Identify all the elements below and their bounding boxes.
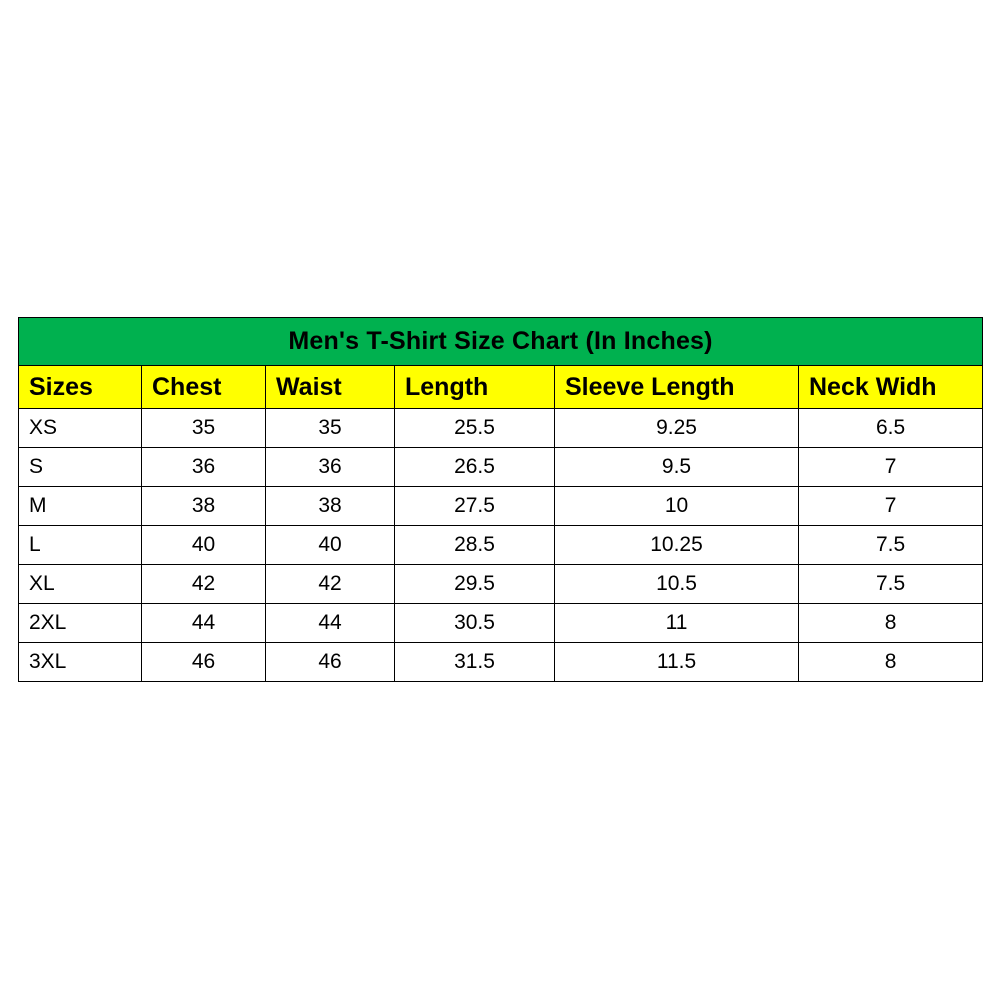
cell-chest: 35 xyxy=(142,409,266,448)
cell-length: 30.5 xyxy=(395,604,555,643)
cell-neck-width: 6.5 xyxy=(799,409,983,448)
table-row xyxy=(19,487,983,526)
size-chart-container xyxy=(18,317,982,682)
column-header-sizes: Sizes xyxy=(19,366,142,409)
column-header-length: Length xyxy=(395,366,555,409)
cell-size: M xyxy=(19,487,142,526)
cell-sleeve-length: 9.25 xyxy=(555,409,799,448)
cell-waist: 35 xyxy=(266,409,395,448)
cell-waist: 44 xyxy=(266,604,395,643)
cell-chest: 36 xyxy=(142,448,266,487)
cell-neck-width: 7 xyxy=(799,487,983,526)
cell-sleeve-length: 9.5 xyxy=(555,448,799,487)
chart-title: Men's T-Shirt Size Chart (In Inches) xyxy=(19,318,983,366)
cell-neck-width: 7 xyxy=(799,448,983,487)
cell-length: 29.5 xyxy=(395,565,555,604)
table-header-row xyxy=(19,366,983,409)
column-header-chest: Chest xyxy=(142,366,266,409)
table-row xyxy=(19,409,983,448)
table-row xyxy=(19,604,983,643)
cell-chest: 46 xyxy=(142,643,266,682)
cell-length: 28.5 xyxy=(395,526,555,565)
cell-sleeve-length: 11 xyxy=(555,604,799,643)
cell-waist: 42 xyxy=(266,565,395,604)
cell-size: XL xyxy=(19,565,142,604)
cell-chest: 38 xyxy=(142,487,266,526)
cell-waist: 36 xyxy=(266,448,395,487)
cell-size: 2XL xyxy=(19,604,142,643)
cell-length: 25.5 xyxy=(395,409,555,448)
cell-neck-width: 7.5 xyxy=(799,526,983,565)
cell-waist: 40 xyxy=(266,526,395,565)
cell-sleeve-length: 11.5 xyxy=(555,643,799,682)
cell-size: S xyxy=(19,448,142,487)
cell-chest: 40 xyxy=(142,526,266,565)
cell-neck-width: 7.5 xyxy=(799,565,983,604)
cell-size: 3XL xyxy=(19,643,142,682)
cell-waist: 38 xyxy=(266,487,395,526)
size-chart-table xyxy=(18,317,983,682)
cell-sleeve-length: 10.5 xyxy=(555,565,799,604)
cell-neck-width: 8 xyxy=(799,643,983,682)
cell-size: L xyxy=(19,526,142,565)
table-row xyxy=(19,526,983,565)
table-row xyxy=(19,643,983,682)
cell-length: 26.5 xyxy=(395,448,555,487)
column-header-waist: Waist xyxy=(266,366,395,409)
table-row xyxy=(19,565,983,604)
column-header-sleeve-length: Sleeve Length xyxy=(555,366,799,409)
cell-sleeve-length: 10.25 xyxy=(555,526,799,565)
table-row xyxy=(19,448,983,487)
cell-size: XS xyxy=(19,409,142,448)
cell-neck-width: 8 xyxy=(799,604,983,643)
cell-chest: 42 xyxy=(142,565,266,604)
cell-length: 27.5 xyxy=(395,487,555,526)
column-header-neck-width: Neck Widh xyxy=(799,366,983,409)
cell-waist: 46 xyxy=(266,643,395,682)
cell-length: 31.5 xyxy=(395,643,555,682)
cell-sleeve-length: 10 xyxy=(555,487,799,526)
cell-chest: 44 xyxy=(142,604,266,643)
table-title-row xyxy=(19,318,983,366)
